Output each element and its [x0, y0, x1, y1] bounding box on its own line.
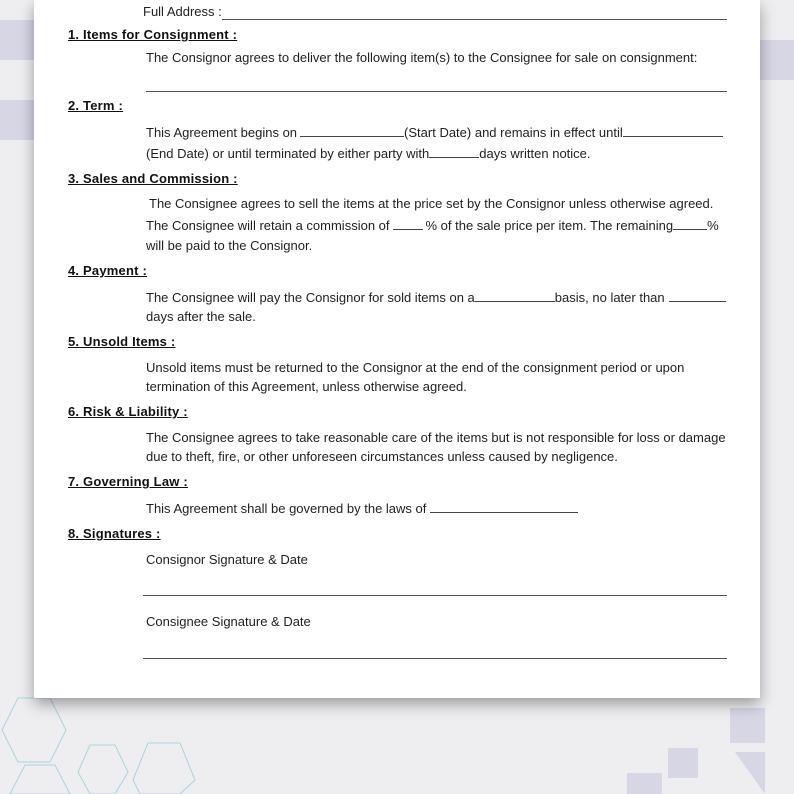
term-text: (End Date) or until terminated by either party with: [146, 146, 430, 161]
section-heading: 1. Items for Consignment :: [68, 27, 238, 42]
commission-blank: [393, 217, 423, 230]
jurisdiction-blank: [430, 500, 578, 513]
consignee-signature-label: Consignee Signature & Date: [146, 614, 311, 629]
payment-line: [146, 289, 726, 306]
term-text: This Agreement begins on: [146, 125, 298, 140]
section-text: The Consignee agrees to take reasonable care of the items but is not responsible for loss or damage: [146, 430, 726, 445]
commission-line: [146, 217, 719, 234]
section-text: days after the sale.: [146, 309, 256, 324]
consignor-signature-label: Consignor Signature & Date: [146, 552, 308, 567]
term-text: (Start Date) and remains in effect until: [404, 125, 623, 140]
section-text: The Consignee agrees to sell the items at the price set by the Consignor unless otherwise agreed.: [149, 196, 714, 211]
term-line-1: [146, 124, 723, 141]
section-heading: 3. Sales and Commission :: [68, 171, 238, 186]
address-line: [222, 19, 727, 20]
section-text: This Agreement shall be governed by the laws of: [146, 501, 427, 516]
commission-text: %: [707, 218, 719, 233]
commission-text: The Consignee will retain a commission of: [146, 218, 390, 233]
address-row: [143, 4, 222, 20]
start-date-blank: [300, 124, 404, 137]
payment-text: basis, no later than: [554, 290, 665, 305]
payment-basis-blank: [475, 289, 555, 302]
document-page: [34, 0, 760, 698]
payment-days-blank: [669, 289, 726, 302]
term-text: days written notice.: [479, 146, 591, 161]
full-address-label: Full Address :: [143, 4, 222, 19]
section-text: due to theft, fire, or other unforeseen circumstances unless caused by negligence.: [146, 449, 618, 464]
section-heading: 4. Payment :: [68, 263, 147, 278]
section-text: The Consignor agrees to deliver the following item(s) to the Consignee for sale on consignment:: [146, 50, 698, 65]
section-heading: 5. Unsold Items :: [68, 334, 176, 349]
section-text: Unsold items must be returned to the Consignor at the end of the consignment period or upon: [146, 360, 685, 375]
consignor-signature-line: [143, 595, 727, 596]
section-text: will be paid to the Consignor.: [146, 238, 313, 253]
commission-text: % of the sale price per item. The remaining: [425, 218, 674, 233]
section-heading: 2. Term :: [68, 98, 124, 113]
end-date-blank: [623, 124, 723, 137]
term-line-2: [146, 145, 591, 162]
section-heading: 8. Signatures :: [68, 526, 161, 541]
payment-text: The Consignee will pay the Consignor for sold items on a: [146, 290, 475, 305]
section-heading: 7. Governing Law :: [68, 474, 188, 489]
items-line: [146, 91, 727, 92]
section-text: termination of this Agreement, unless otherwise agreed.: [146, 379, 467, 394]
remaining-blank: [673, 217, 707, 230]
governing-law-line: [146, 500, 578, 517]
notice-days-blank: [429, 145, 479, 158]
consignee-signature-line: [143, 658, 727, 659]
section-heading: 6. Risk & Liability :: [68, 404, 188, 419]
